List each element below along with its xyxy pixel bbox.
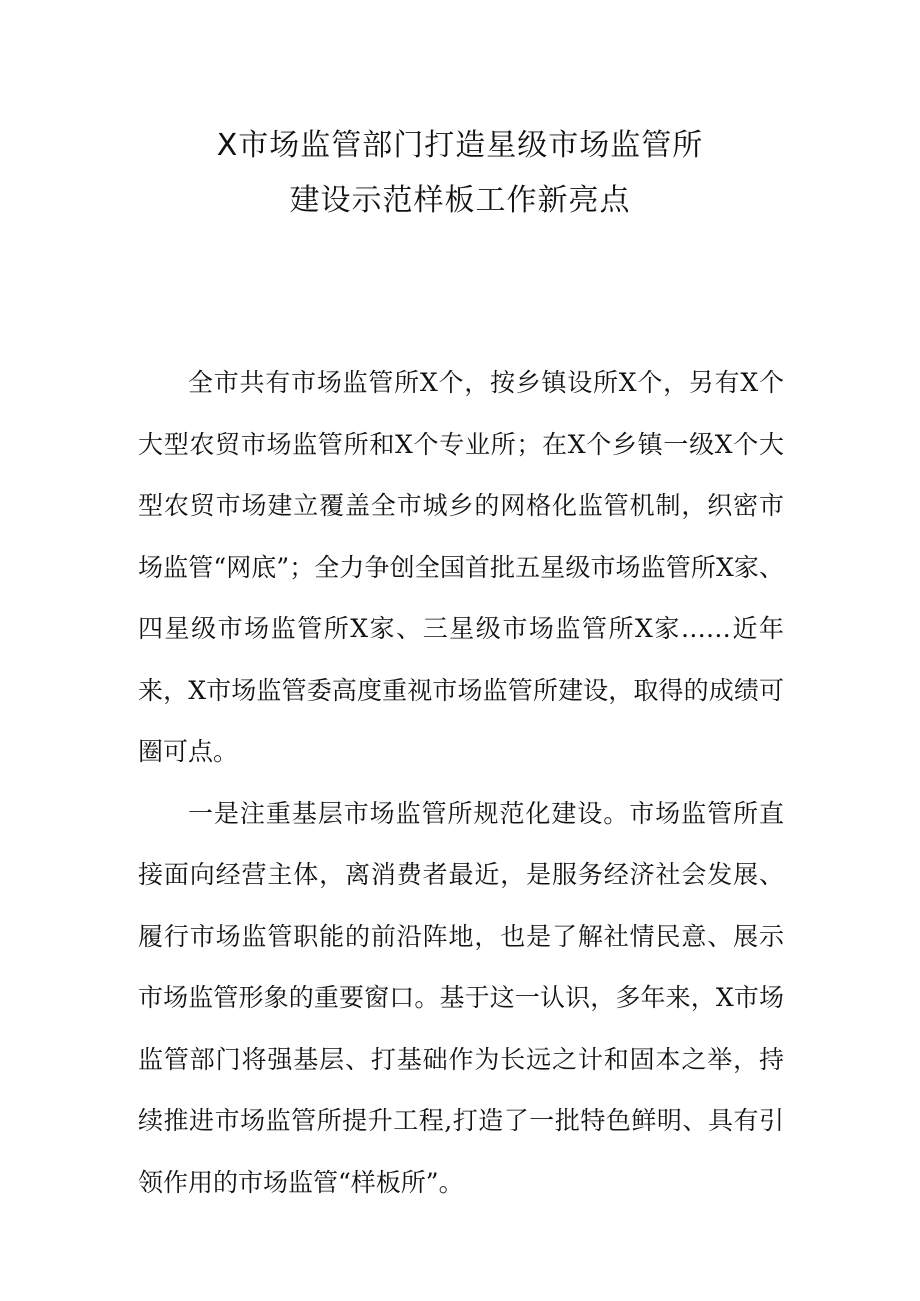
document-title: [0, 118, 920, 228]
title-line-2: 建设示范样板工作新亮点: [289, 183, 631, 218]
paragraph-2: 一是注重基层市场监管所规范化建设。市场监管所直接面向经营主体，离消费者最近，是服务经济社会发展、履行市场监管职能的前沿阵地，也是了解社情民意、展示市场监管形象的重要窗口。基于这一认识，多年来，X市场监管部门将强基层、打基础作为长远之计和固本之举，持续推进市场监管所提升工程,打造了一批特色鲜明、具有引领作用的市场监管“样板所”。: [138, 798, 784, 1197]
paragraph-1: 全市共有市场监管所X个，按乡镇设所X个，另有X个大型农贸市场监管所和X个专业所；在X个乡镇一级X个大型农贸市场建立覆盖全市城乡的网格化监管机制，织密市场监管“网底”；全力争创全国首批五星级市场监管所X家、四星级市场监管所X家、三星级市场监管所X家……近年来，X市场监管委高度重视市场监管所建设，取得的成绩可圈可点。: [138, 368, 784, 766]
title-line-1: X市场监管部门打造星级市场监管所: [216, 128, 704, 163]
document-body: [138, 352, 784, 1213]
